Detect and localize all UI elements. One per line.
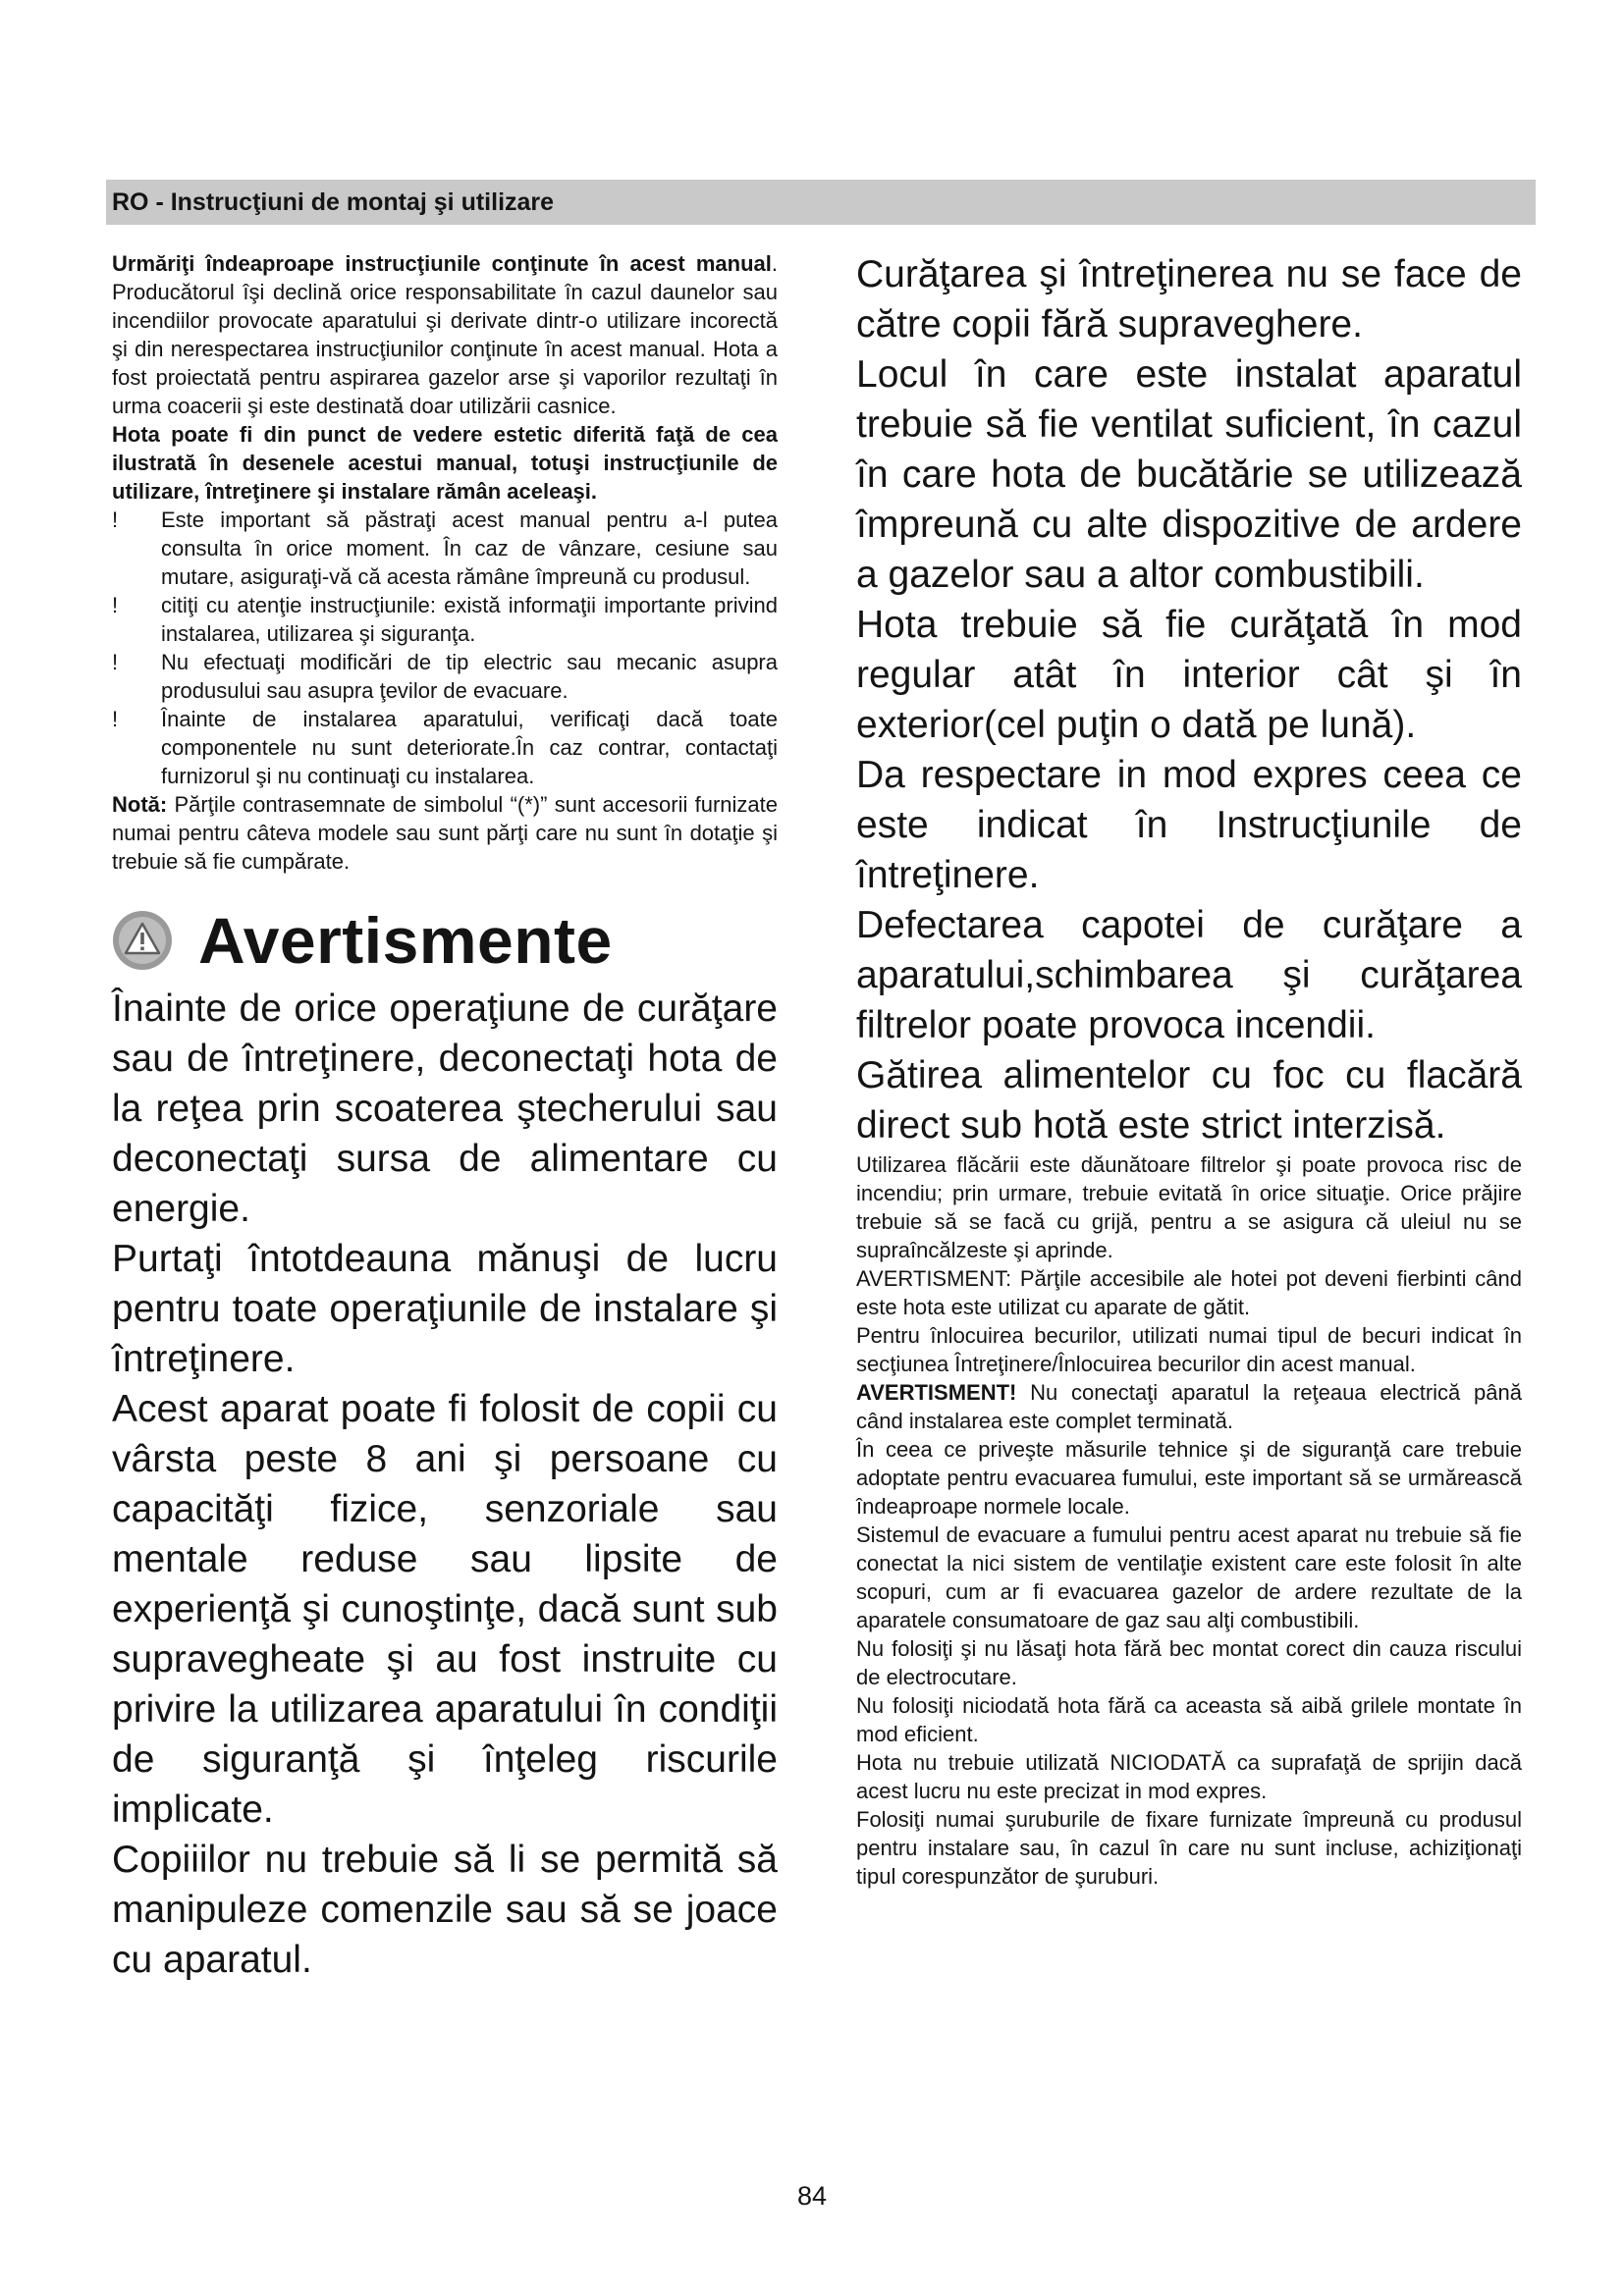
warning-label: AVERTISMENT!: [856, 1380, 1017, 1405]
intro-bold-paragraph: Hota poate fi din punct de vedere estetic diferită faţă de cea ilustrată în desenele acestui manual, totuşi instrucţiunile de utilizare, întreţinere şi instalare rămân aceleaşi.: [112, 422, 778, 504]
electrical-warning: [856, 1378, 1522, 1435]
warnings-heading: [112, 897, 778, 984]
safety-paragraph: Curăţarea şi întreţinerea nu se face de către copii fără supraveghere.: [856, 253, 1522, 346]
list-item: ! Este important să păstraţi acest manual pentru a-l putea consulta în orice moment. În caz de vânzare, cesiune sau mutare, asiguraţi-vă că acesta rămâne împreună cu produsul.: [112, 507, 778, 589]
warning-paragraph: Înainte de orice operaţiune de curăţare sau de întreţinere, deconectaţi hota de la reţea prin scoaterea ştecherului sau deconectaţi sursa de alimentare cu energie.: [112, 988, 778, 1230]
list-item: ! Înainte de instalarea aparatului, verificaţi dacă toate componentele nu sunt deteriorate.În caz contrar, contactaţi furnizorul şi nu continuaţi cu instalarea.: [112, 707, 778, 788]
warning-triangle-icon: [112, 910, 173, 971]
safety-paragraph: Hota trebuie să fie curăţată în mod regular atât în interior cât şi în exterior(cel puţin o dată pe lună).: [856, 604, 1522, 746]
section-header-bar: [106, 180, 1536, 225]
intro-paragraph: [112, 249, 778, 420]
precautions-list: [112, 506, 778, 790]
exclamation-icon: !: [112, 707, 119, 731]
warning-paragraph: Purtaţi întotdeauna mănuşi de lucru pentru toate operaţiunile de instalare şi întreţinere.: [112, 1238, 778, 1380]
safety-paragraph: Gătirea alimentelor cu foc cu flacără direct sub hotă este strict interzisă.: [856, 1054, 1522, 1147]
list-item: ! citiţi cu atenţie instrucţiunile: există informaţii importante privind instalarea, utilizarea şi siguranţa.: [112, 593, 778, 646]
exclamation-icon: !: [112, 593, 119, 617]
note-text: Părţile contrasemnate de simbolul “(*)” sunt accesorii furnizate numai pentru câteva modele sau sunt părţi care nu sunt în dotaţie şi trebuie să fie cumpărate.: [112, 792, 778, 874]
warning-text: Nu conectaţi aparatul la reţeaua electrică până când instalarea este complet terminată.: [856, 1380, 1522, 1433]
note-paragraph: [112, 790, 778, 876]
warning-paragraph: Copiiilor nu trebuie să li se permită să manipuleze comenzile sau să se joace cu aparatul.: [112, 1839, 778, 1981]
safety-note: Pentru înlocuirea becurilor, utilizati numai tipul de becuri indicat în secţiunea Întreţinere/Înlocuirea becurilor din acest manual.: [856, 1323, 1522, 1376]
exclamation-icon: !: [112, 650, 119, 674]
warning-paragraph: Acest aparat poate fi folosit de copii cu vârsta peste 8 ani şi persoane cu capacităţi fizice, senzoriale sau mentale reduse sau lipsite de experienţă şi cunoştinţe, dacă sunt sub supravegheate şi au fost instruite cu privire la utilizarea aparatului în condiţii de siguranţă şi înţeleg riscurile implicate.: [112, 1388, 778, 1831]
intro-lead-bold: Urmăriţi îndeaproape instrucţiunile conţinute în acest manual: [112, 251, 772, 276]
safety-paragraph: Locul în care este instalat aparatul trebuie să fie ventilat suficient, în cazul în care hota de bucătărie se utilizează împreună cu alte dispozitive de ardere a gazelor sau a altor combustibili.: [856, 353, 1522, 596]
exclamation-icon: !: [112, 507, 119, 532]
right-column: [856, 249, 1522, 1891]
safety-note: Utilizarea flăcării este dăunătoare filtrelor şi poate provoca risc de incendiu; prin urmare, trebuie evitată în orice situaţie. Orice prăjire trebuie să se facă cu grijă, pentru a se asigura că uleiul nu se supraîncălzeste şi aprinde.: [856, 1152, 1522, 1262]
warnings-title: Avertismente: [198, 904, 613, 977]
safety-paragraph: Defectarea capotei de curăţare a aparatului,schimbarea şi curăţarea filtrelor poate provoca incendii.: [856, 904, 1522, 1046]
safety-paragraph: Da respectare in mod expres ceea ce este indicat în Instrucţiunile de întreţinere.: [856, 754, 1522, 896]
safety-note: Hota nu trebuie utilizată NICIODATĂ ca suprafaţă de sprijin dacă acest lucru nu este precizat in mod expres.: [856, 1750, 1522, 1803]
intro-lead-text: . Producătorul îşi declină orice responsabilitate în cazul daunelor sau incendiilor provocate aparatului şi derivate dintr-o utilizare incorectă şi din nerespectarea instrucţiunilor conţinute în acest manual. Hota a fost proiectată pentru aspirarea gazelor arse şi vaporilor rezultaţi în urma coacerii şi este destinată doar utilizării casnice.: [112, 251, 778, 418]
page-number: 84: [796, 2181, 828, 2211]
section-title: RO - Instrucţiuni de montaj şi utilizare: [112, 188, 555, 216]
note-label: Notă:: [112, 792, 168, 817]
safety-note: În ceea ce priveşte măsurile tehnice şi de siguranţă care trebuie adoptate pentru evacuarea fumului, este important să se urmărească îndeaproape normele locale.: [856, 1437, 1522, 1519]
safety-note: AVERTISMENT: Părţile accesibile ale hotei pot deveni fierbinti când este hota este utilizat cu aparate de gătit.: [856, 1266, 1522, 1319]
safety-note: Nu folosiţi niciodată hota fără ca aceasta să aibă grilele montate în mod eficient.: [856, 1693, 1522, 1746]
safety-note: Nu folosiţi şi nu lăsaţi hota fără bec montat corect din cauza riscului de electrocutare.: [856, 1636, 1522, 1689]
safety-note: Folosiţi numai şuruburile de fixare furnizate împreună cu produsul pentru instalare sau, în cazul în care nu sunt incluse, achiziţionaţi tipul corespunzător de şuruburi.: [856, 1807, 1522, 1889]
list-item: ! Nu efectuaţi modificări de tip electric sau mecanic asupra produsului sau asupra ţevilor de evacuare.: [112, 650, 778, 703]
safety-note: Sistemul de evacuare a fumului pentru acest aparat nu trebuie să fie conectat la nici sistem de ventilaţie existent care este folosit în alte scopuri, cum ar fi evacuarea gazelor de ardere rezultate de la aparatele consumatoare de gaz sau alţi combustibili.: [856, 1522, 1522, 1632]
left-column: [112, 249, 778, 1985]
